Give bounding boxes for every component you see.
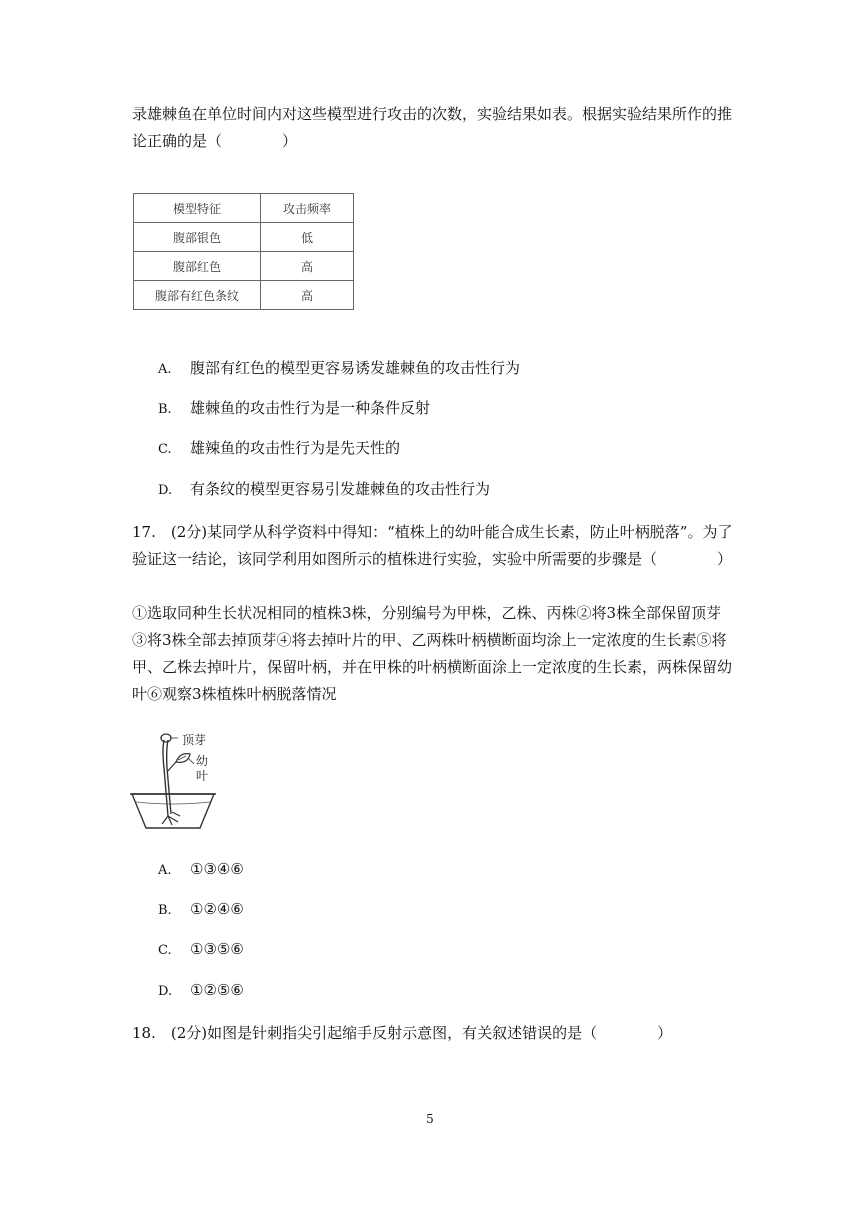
- table-cell: 高: [261, 252, 354, 281]
- option-text: ①③④⑥: [190, 860, 244, 878]
- q17-option-a: [158, 858, 244, 882]
- option-text: 腹部有红色的模型更容易诱发雄棘鱼的攻击性行为: [190, 359, 521, 377]
- experiment-table: [133, 193, 354, 310]
- figure-label-leaf-2: 叶: [196, 769, 209, 783]
- table-row: [134, 252, 354, 281]
- q16-option-a: [158, 357, 520, 381]
- question-18-stem: 18. (2分)如图是针刺指尖引起缩手反射示意图，有关叙述错误的是（ ）: [132, 1024, 673, 1042]
- q17-option-c: [158, 938, 244, 962]
- question-17-stem: 17. (2分)某同学从科学资料中得知：“植株上的幼叶能合成生长素，防止叶柄脱落”。为了验证这一结论，该同学利用如图所示的植株进行实验，实验中所需要的步骤是（ ）: [132, 523, 733, 568]
- q17-option-d: [158, 979, 244, 1003]
- option-letter: A.: [158, 362, 172, 377]
- plant-figure: [128, 728, 228, 834]
- option-text: 雄辣鱼的攻击性行为是先天性的: [190, 439, 401, 457]
- option-letter: D.: [158, 483, 173, 498]
- q16-option-b: [158, 397, 430, 421]
- q17-option-b: [158, 898, 244, 922]
- table-row: [134, 281, 354, 310]
- table-header-cell: 攻击频率: [261, 194, 354, 223]
- table-header-cell: 模型特征: [134, 194, 261, 223]
- option-letter: D.: [158, 984, 173, 999]
- table-cell: 腹部银色: [134, 223, 261, 252]
- option-text: ①②④⑥: [190, 900, 244, 918]
- figure-label-leaf-1: 幼: [196, 754, 209, 768]
- option-text: ①②⑤⑥: [190, 981, 244, 999]
- option-letter: B.: [158, 903, 172, 918]
- table-header-row: [134, 194, 354, 223]
- option-letter: A.: [158, 863, 172, 878]
- option-text: 雄棘鱼的攻击性行为是一种条件反射: [190, 399, 431, 417]
- question-17-steps: ①选取同种生长状况相同的植株3株，分别编号为甲株，乙株、丙株②将3株全部保留顶芽③将3株全部去掉顶芽④将去掉叶片的甲、乙两株叶柄横断面均涂上一定浓度的生长素⑤将甲、乙株去掉叶片，保留叶柄，并在甲株的叶柄横断面涂上一定浓度的生长素，两株保留幼叶⑥观察3株植株叶柄脱落情况: [132, 604, 733, 703]
- q16-option-d: [158, 478, 490, 502]
- q16-option-c: [158, 437, 400, 461]
- option-letter: C.: [158, 943, 172, 958]
- option-text: ①③⑤⑥: [190, 940, 244, 958]
- page-number: 5: [426, 1112, 434, 1126]
- table-cell: 腹部红色: [134, 252, 261, 281]
- question-16-stem: 录雄棘鱼在单位时间内对这些模型进行攻击的次数，实验结果如表。根据实验结果所作的推论正确的是（ ）: [132, 105, 733, 150]
- option-letter: C.: [158, 442, 172, 457]
- table-cell: 腹部有红色条纹: [134, 281, 261, 310]
- table-cell: 高: [261, 281, 354, 310]
- table-cell: 低: [261, 223, 354, 252]
- option-text: 有条纹的模型更容易引发雄棘鱼的攻击性行为: [190, 480, 491, 498]
- option-letter: B.: [158, 402, 172, 417]
- table-row: [134, 223, 354, 252]
- figure-label-bud: 顶芽: [182, 733, 207, 747]
